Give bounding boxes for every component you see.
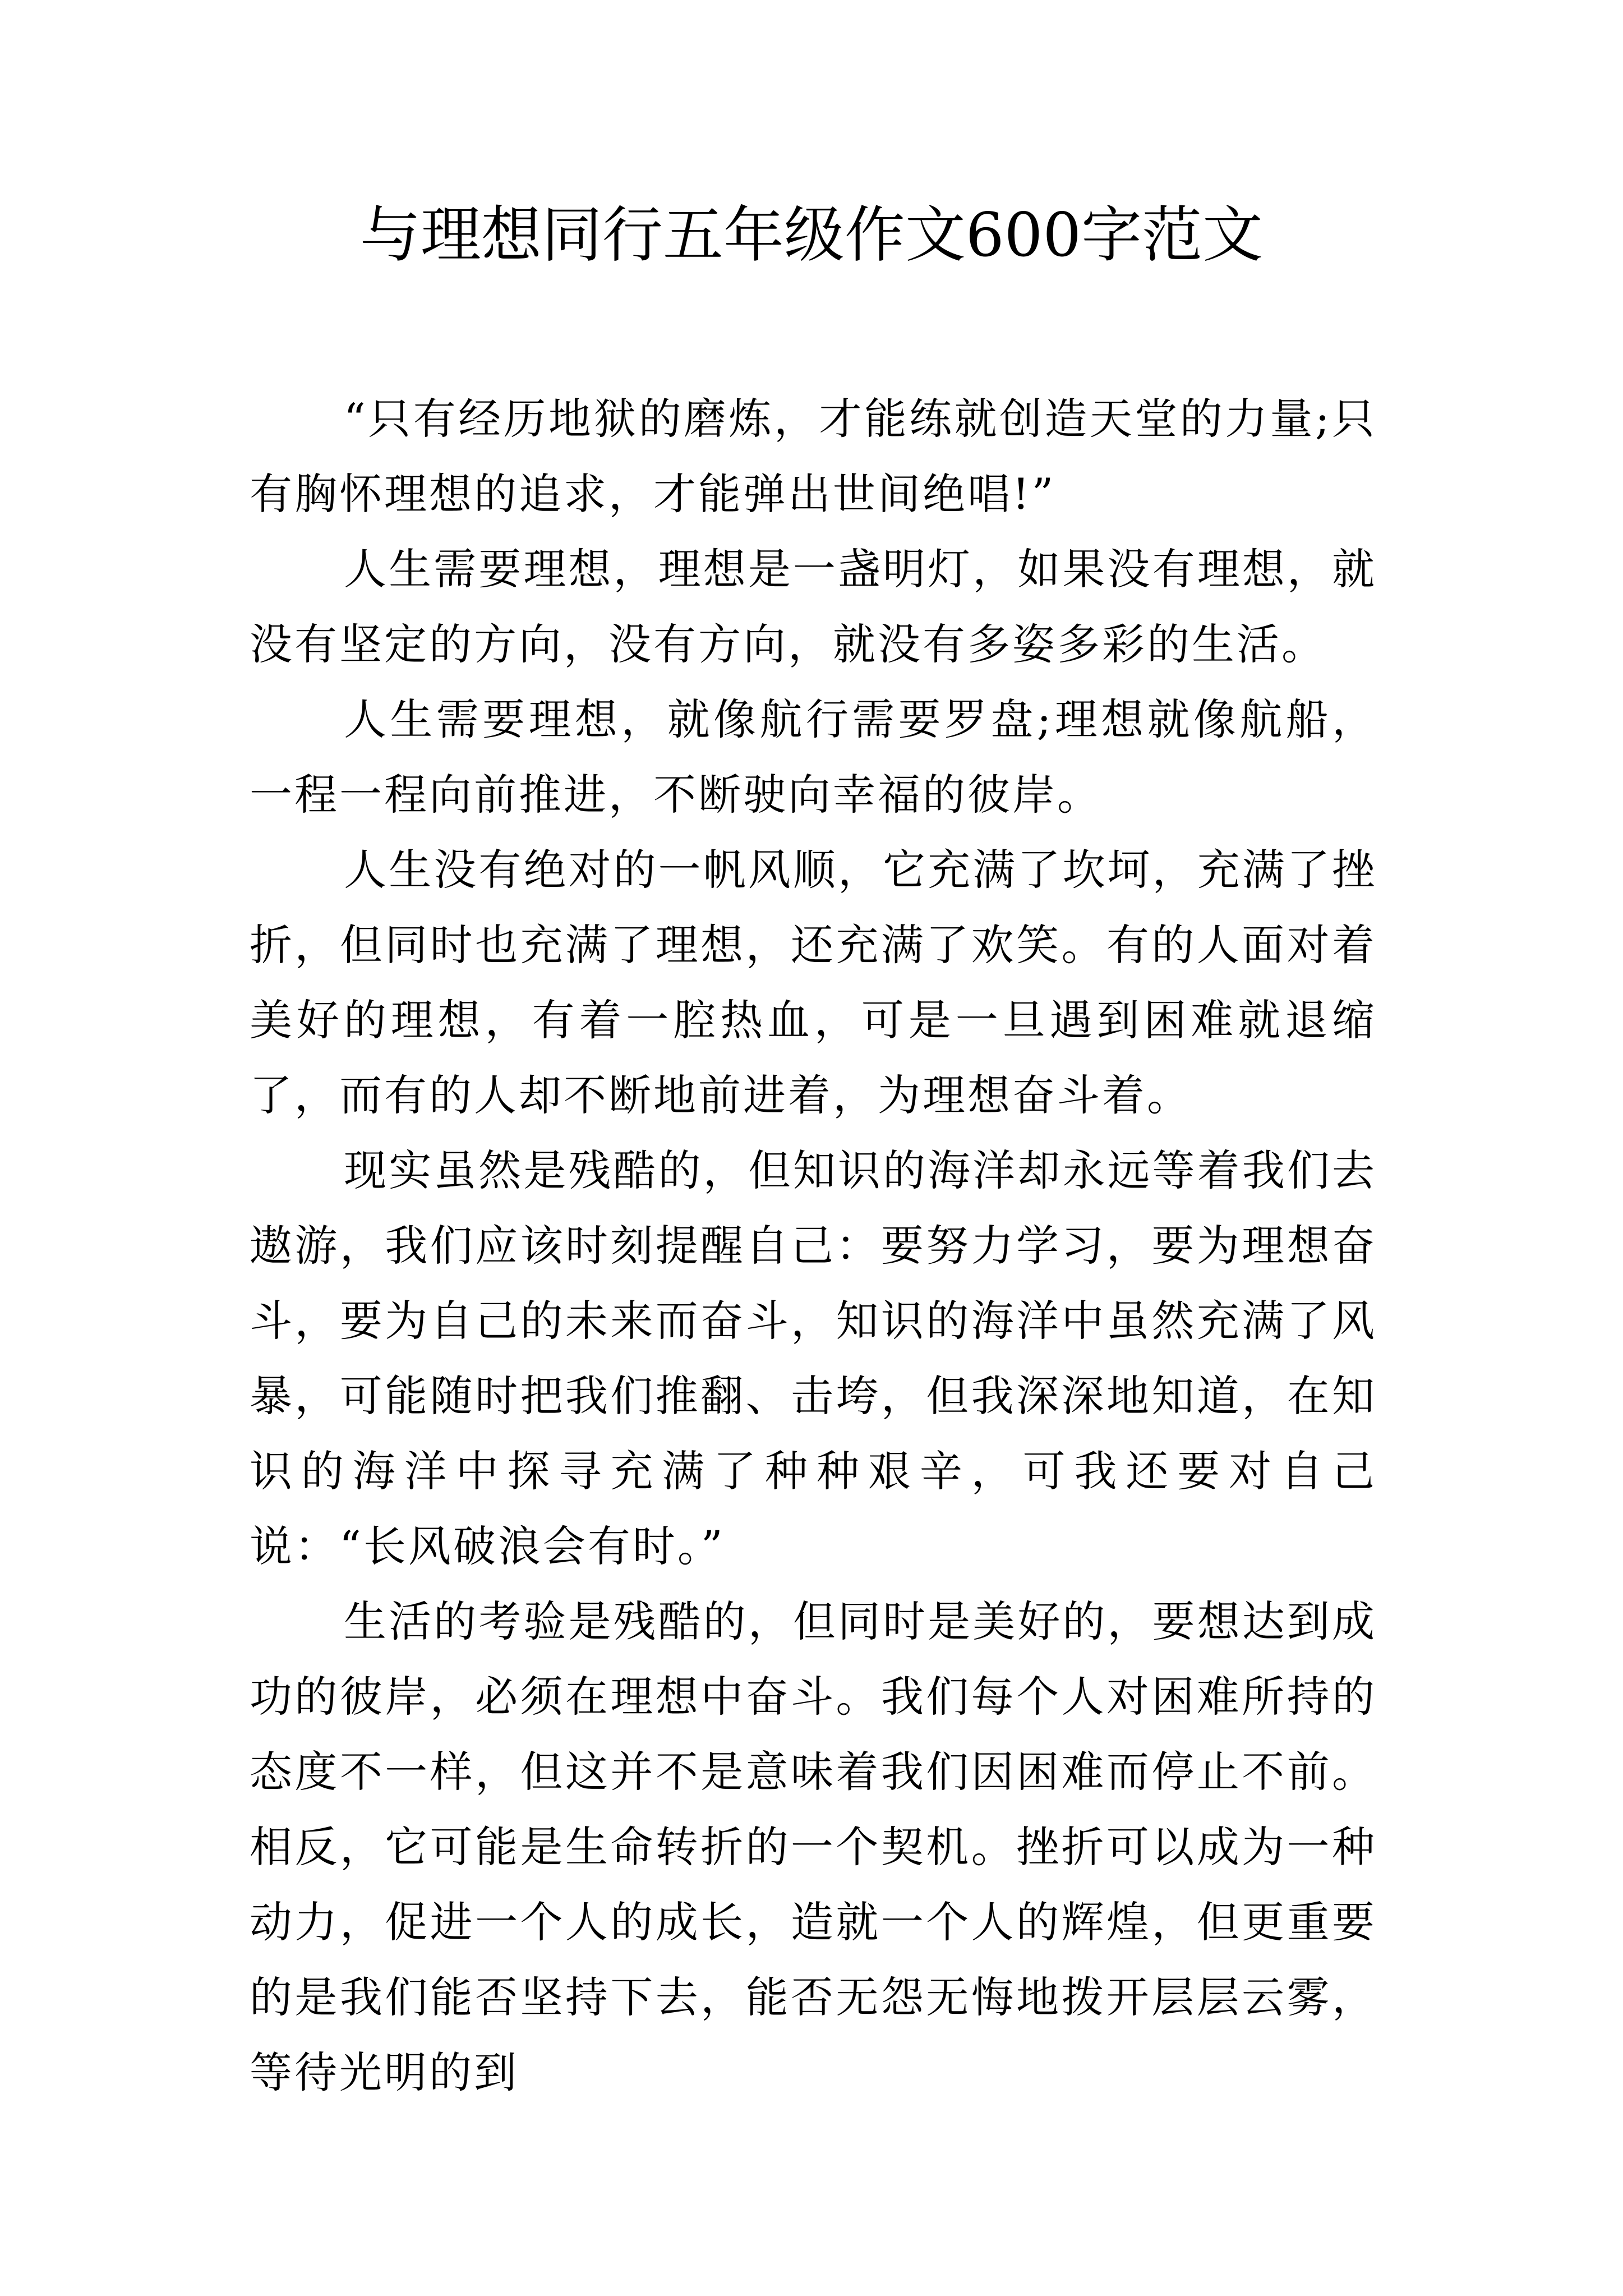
paragraph-3: 人生需要理想，就像航行需要罗盘;理想就像航船，一程一程向前推进，不断驶向幸福的彼岸。 bbox=[250, 694, 1377, 820]
paragraph-2: 人生需要理想，理想是一盏明灯，如果没有理想，就没有坚定的方向，没有方向，就没有多姿多彩的生活。 bbox=[250, 544, 1377, 669]
document-body bbox=[250, 381, 1377, 2110]
document-title: 与理想同行五年级作文600字范文 bbox=[359, 200, 1264, 270]
paragraph-1: “只有经历地狱的磨炼，才能练就创造天堂的力量;只有胸怀理想的追求，才能弹出世间绝唱!” bbox=[250, 394, 1377, 519]
paragraph-5: 现实虽然是残酷的，但知识的海洋却永远等着我们去遨游，我们应该时刻提醒自己：要努力学习，要为理想奋斗，要为自己的未来而奋斗，知识的海洋中虽然充满了风暴，可能随时把我们推翻、击垮，但我深深地知道，在知识的海洋中探寻充满了种种艰辛，可我还要对自己说：“长风破浪会有时。” bbox=[250, 1145, 1377, 1571]
paragraph-6: 生活的考验是残酷的，但同时是美好的，要想达到成功的彼岸，必须在理想中奋斗。我们每个人对困难所持的态度不一样，但这并不是意味着我们因困难而停止不前。相反，它可能是生命转折的一个契机。挫折可以成为一种动力，促进一个人的成长，造就一个人的辉煌，但更重要的是我们能否坚持下去，能否无怨无悔地拨开层层云雾，等待光明的到 bbox=[250, 1596, 1377, 2097]
paragraph-4: 人生没有绝对的一帆风顺，它充满了坎坷，充满了挫折，但同时也充满了理想，还充满了欢笑。有的人面对着美好的理想，有着一腔热血，可是一旦遇到困难就退缩了，而有的人却不断地前进着，为理想奋斗着。 bbox=[250, 845, 1377, 1120]
